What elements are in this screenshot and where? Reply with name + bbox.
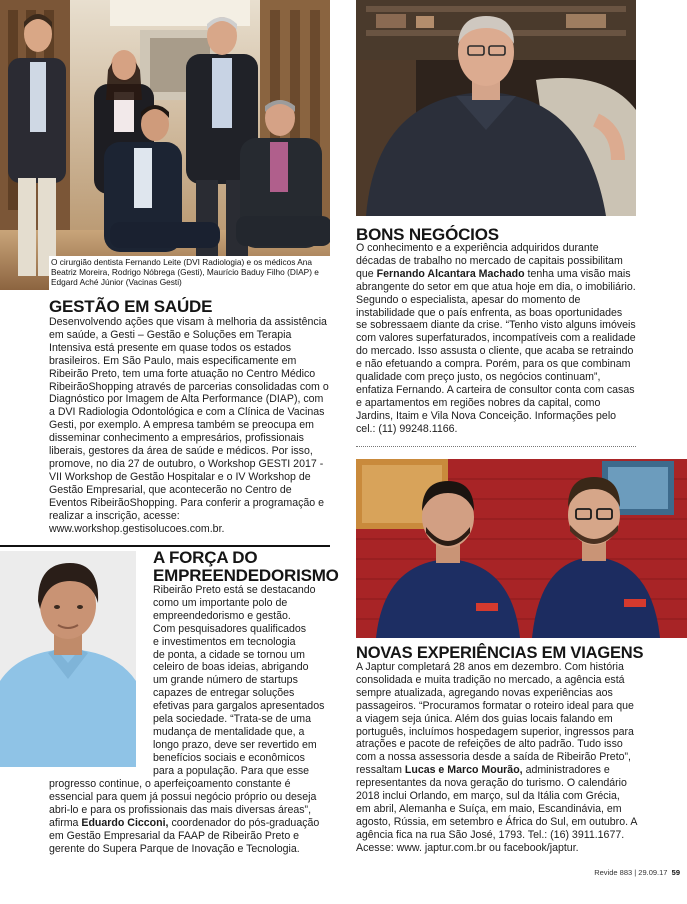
bons-person-name: Fernando Alcantara Machado [376,267,525,280]
viagens-person-names: Lucas e Marco Mourão, [404,764,523,777]
portrait-illustration [356,0,636,216]
forca-line: Ribeirão Preto está se destacando [153,584,316,596]
forca-person-name: Eduardo Cicconi, [81,816,169,829]
forca-line: celeiro de boas ideias, abrigando [153,661,309,674]
photo-illustration [356,459,687,638]
forca-line: efetivas para gargalos apresentados [153,700,325,713]
portrait-fernando-machado [356,0,636,216]
forca-line: empreendedorismo e gestão. [153,609,291,622]
forca-line: mudança de mentalidade que, a [153,725,305,738]
bons-body [356,242,636,436]
gestao-title: GESTÃO EM SAÚDE [49,297,213,316]
forca-line: benefícios sociais e econômicos [153,751,305,764]
gestao-body: Desenvolvendo ações que visam à melhoria da assistência em saúde, a Gesti – Gestão e Soluções em Terapia Intensiva está presente em quase todos os estados brasileiros. Em São Paulo, mais especificamente em Ribeirão Preto, tem uma forte atuação no Centro Médico RibeirãoShopping através de parcerias consolidadas com o Diagnóstico por Imagem de Alta Performance (DIAP), com a DVI Radiologia Odontológica e com a Clínica de Vacinas Gesti, por exemplo. A empresa também se preocupa em disseminar conhecimento a empresários, profissionais liberais, gestores da área de saúde e médicos. Por isso, promove, no dia 27 de outubro, o Workshop GESTI 2017 - VII Workshop de Gestão Hospitalar e o IV Workshop de Gestão Empresarial, que acontecerão no Centro de Eventos RibeirãoShopping. Para conferir a programação e realizar a inscrição, acesse: www.workshop.gestisolucoes.com.br. [49,316,329,535]
section-rule-forca [0,545,330,547]
forca-text-b: coordenador do pós-graduação em Gestão Empresarial da FAAP de Ribeirão Preto e gerente do Supera Parque de Inovação e Tecnologia. [49,816,320,855]
bons-text-a: O conhecimento e a experiência adquiridos durante décadas de trabalho no mercado de capitais possibilitam que [356,242,623,280]
forca-body-narrow [153,584,331,778]
forca-line: para a população. Para que esse [153,764,310,777]
page-footer [560,868,680,877]
group-photo-illustration [0,0,330,290]
forca-line: de ponta, a cidade se tornou um [153,648,305,661]
bons-text-b: tenha uma visão mais abrangente do setor em que atua hoje em dia, o imobiliário. Segundo o especialista, apesar do momento de instabilidade que o país enfrenta, as boas oportunidades se sobressaem diante da crise. “Tenho visto alguns imóveis com valores superfaturados, incompatíveis com a realidade do mercado. Isso assusta o cliente, que acaba se retraindo e não efetuando a compra. Porém, para os que combinam qualidade com preço justo, os negócios continuam”, enfatiza Fernando. A carteira de consultor conta com casas e apartamentos em regiões nobres da capital, como Jardins, Itaim e Vila Nova Conceição. Informações pelo cel.: (11) 99248.1166. [356,267,636,435]
viagens-text-a: A Japtur completará 28 anos em dezembro. Com história consolidada e muita tradição no mercado, a agência está sempre atualizada, agregando novas experiências aos passageiros. “Procuramos formatar o roteiro ideal para que a viagem seja única. Além dos guias locais falando em português, incluímos hospedagem superior, ingressos para atrações e pacote de refeições de alto padrão. Tudo isso com a nossa assessoria desde a saída de Ribeirão Preto”, ressaltam [356,661,634,777]
forca-title-line2: EMPREENDEDORISMO [153,566,339,585]
forca-body-wide [49,778,330,855]
forca-text-a: progresso continue, o aperfeiçoamento constante é essencial para quem já possui negócio próprio ou deseja abri-lo e para os profissionais das mais diversas áreas”, afirma [49,778,317,829]
forca-line: como um importante polo de [153,596,288,609]
forca-line: capazes de entregar soluções [153,687,295,700]
group-photo-caption: O cirurgião dentista Fernando Leite (DVI Radiologia) e os médicos Ana Beatriz Moreira, Rodrigo Nóbrega (Gesti), Maurício Baduy Filho (DIAP) e Edgard Aché Júnior (Vacinas Gesti) [49,256,330,290]
portrait-illustration [0,551,136,767]
forca-line: e investimentos em tecnologia [153,635,296,648]
forca-line: longo prazo, deve ser revertido em [153,738,317,751]
viagens-text-b: administradores e representantes da nova geração do turismo. O calendário 2018 inclui Orlando, em março, sul da Itália com Grécia, em abril, Alemanha e Suíça, em maio, Escandinávia, em agosto, Rússia, em setembro e África do Sul, em outubro. A agência fica na rua São José, 1793. Tel.: (16) 3911.1677. Acesse: www. japtur.com.br ou facebook/japtur. [356,764,637,854]
viagens-title: NOVAS EXPERIÊNCIAS EM VIAGENS [356,644,644,662]
section-divider-dotted [356,446,636,447]
forca-title-line1: A FORÇA DO [153,548,258,567]
page-number: 59 [671,868,680,877]
forca-line: pela sociedade. “Trata-se de uma [153,713,312,726]
photo-lucas-marco-mourao [356,459,687,638]
forca-line: um grande número de startups [153,674,298,687]
forca-line: Com pesquisadores qualificados [153,622,307,635]
viagens-body [356,661,637,855]
bons-title: BONS NEGÓCIOS [356,225,499,244]
portrait-eduardo-cicconi [0,551,136,767]
group-photo-gesti [0,0,330,290]
issue-info: Revide 883 | 29.09.17 [594,868,668,877]
